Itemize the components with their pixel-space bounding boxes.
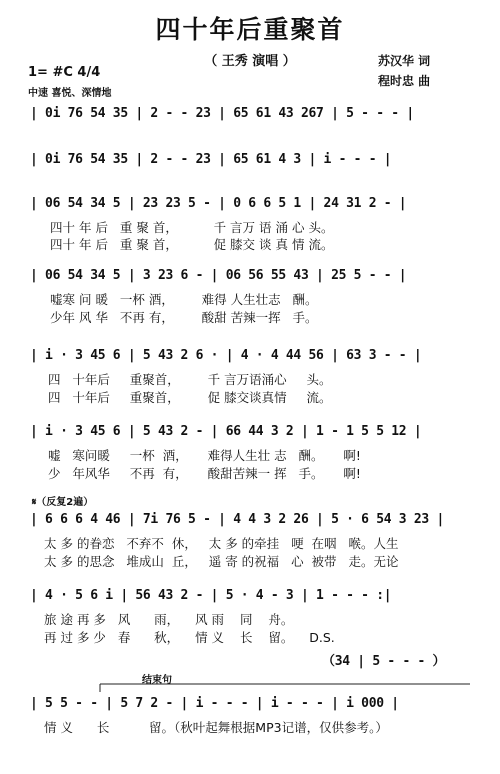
singer-credit: （ 王秀 演唱 ）	[204, 54, 296, 69]
lyric-line-4a: 嘘寒 问 暖 一杯 酒， 难得 人生壮志 酬。	[50, 292, 318, 307]
score-row-4: | 06 54 34 5 | 3 23 6 - | 06 56 55 43 | 25 5 - - |	[30, 268, 407, 283]
lyric-line-5b: 四 十年后 重聚首， 促 膝交谈真情 流。	[48, 390, 332, 405]
tempo-marking: 中速 喜悦、深情地	[28, 88, 112, 99]
score-row-9: | 5 5 - - | 5 7 2 - | i - - - | i - - - | i 000 |	[30, 696, 399, 711]
score-row-7: | 6 6 6 4 46 | 7i 76 5 - | 4 4 3 2 26 | 5 · 6 54 3 23 |	[30, 512, 444, 527]
lyric-line-7b: 太 多 的思念 堆成山 丘， 遥 寄 的祝福 心 被带 走。无论	[44, 554, 399, 569]
coda-label: 结束句	[142, 675, 172, 686]
lyric-line-3a: 四十 年 后 重 聚 首， 千 言万 语 涌 心 头。	[50, 220, 334, 235]
segno-mark: 𝄋（反复2遍）	[32, 497, 94, 508]
key-signature: 1= #C 4/4	[28, 65, 101, 80]
composer-credit: 程时忠 曲	[378, 74, 431, 88]
lyric-line-8a: 旅 途 再 多 风 雨， 风 雨 同 舟。	[44, 612, 294, 627]
lyricist-credit: 苏汉华 词	[378, 54, 431, 68]
lyric-line-4b: 少年 风 华 不再 有， 酸甜 苦辣一挥 手。	[50, 310, 318, 325]
score-row-5: | i · 3 45 6 | 5 43 2 6 · | 4 · 4 44 56 | 63 3 - - |	[30, 348, 422, 363]
score-row-3: | 06 54 34 5 | 23 23 5 - | 0 6 6 5 1 | 24 31 2 - |	[30, 196, 407, 211]
score-row-8: | 4 · 5 6 i | 56 43 2 - | 5 · 4 - 3 | 1 - - - :|	[30, 588, 392, 603]
lyric-line-9: 情 义 长 留。（秋叶起舞根据MP3记谱，仅供参考。）	[44, 720, 388, 735]
lyric-line-7a: 太 多 的眷恋 不弃不 休， 太 多 的牵挂 哽 在咽 喉。人生	[44, 536, 399, 551]
alternate-ending: （34 | 5 - - - ）	[322, 654, 446, 669]
lyric-line-6a: 嘘 寒问暖 一杯 酒， 难得人生壮 志 酬。 啊!	[48, 448, 361, 463]
song-title: 四十年后重聚首	[155, 15, 345, 44]
lyric-line-8b: 再 过 多 少 春 秋， 情 义 长 留。 D.S.	[44, 630, 335, 645]
score-row-1: | 0i 76 54 35 | 2 - - 23 | 65 61 43 267 | 5 - - - |	[30, 106, 414, 121]
lyric-line-3b: 四十 年 后 重 聚 首， 促 膝交 谈 真 情 流。	[50, 237, 334, 252]
score-row-6: | i · 3 45 6 | 5 43 2 - | 66 44 3 2 | 1 - 1 5 5 12 |	[30, 424, 422, 439]
lyric-line-5a: 四 十年后 重聚首， 千 言万语涌心 头。	[48, 372, 332, 387]
score-row-2: | 0i 76 54 35 | 2 - - 23 | 65 61 4 3 | i - - - |	[30, 152, 392, 167]
lyric-line-6b: 少 年风华 不再 有， 酸甜苦辣一 挥 手。 啊!	[48, 466, 361, 481]
